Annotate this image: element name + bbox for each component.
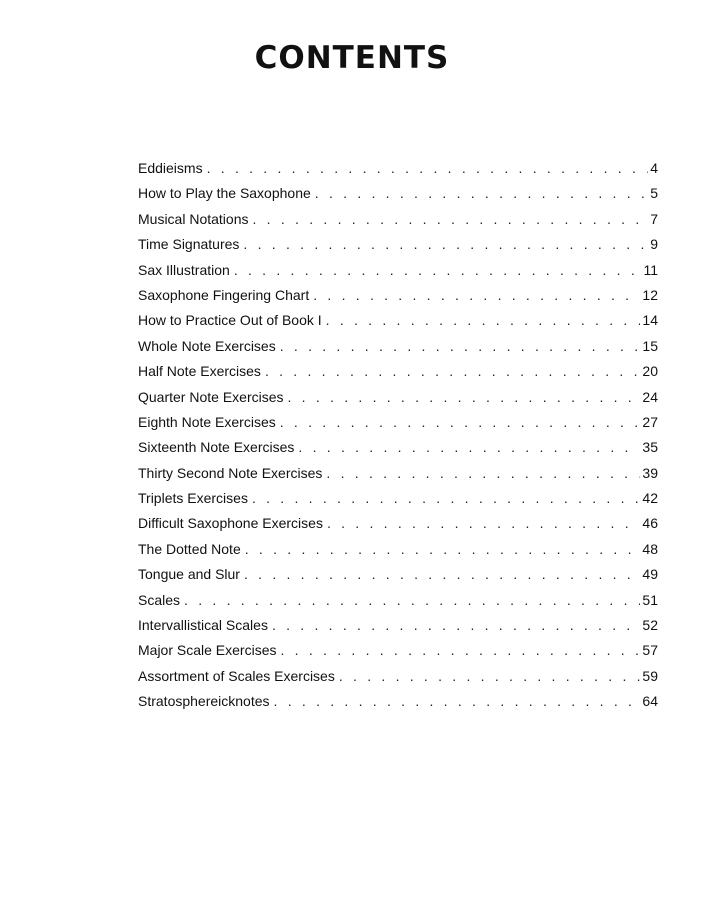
table-of-contents [138,156,658,715]
toc-entry [138,664,658,689]
toc-entry-page: 64 [642,693,658,710]
toc-entry [138,461,658,486]
toc-entry [138,511,658,536]
toc-entry [138,537,658,562]
toc-entry-page: 5 [650,185,658,202]
toc-entry-page: 11 [643,261,658,278]
toc-entry [138,283,658,308]
toc-dot-leader [207,156,649,181]
toc-dot-leader [315,181,648,206]
toc-entry [138,359,658,384]
toc-dot-leader [313,283,640,308]
toc-entry [138,308,658,333]
toc-dot-leader [265,359,640,384]
toc-entry-label: Tongue and Slur [138,566,240,583]
toc-entry-page: 42 [642,490,658,507]
toc-entry-label: Intervallistical Scales [138,617,268,634]
toc-entry-page: 27 [642,413,658,430]
toc-entry [138,562,658,587]
toc-entry-label: Scales [138,591,181,608]
toc-entry-page: 9 [650,236,658,253]
toc-entry [138,232,658,257]
toc-entry-label: Sax Illustration [138,261,230,278]
toc-entry [138,258,658,283]
toc-dot-leader [280,410,641,435]
toc-dot-leader [281,638,641,663]
toc-dot-leader [244,562,640,587]
toc-entry [138,638,658,663]
toc-entry-page: 14 [642,312,658,329]
toc-entry-page: 51 [642,591,658,608]
toc-dot-leader [245,537,641,562]
toc-entry-label: Thirty Second Note Exercises [138,464,323,481]
toc-entry-page: 15 [642,337,658,354]
toc-entry-label: Stratosphereicknotes [138,693,270,710]
toc-dot-leader [280,334,641,359]
toc-entry-page: 4 [650,160,658,176]
toc-dot-leader [184,588,640,613]
toc-entry [138,689,658,714]
toc-entry-page: 12 [642,286,658,303]
page-title: CONTENTS [254,40,450,76]
toc-entry-label: Eighth Note Exercises [138,413,276,430]
toc-entry [138,613,658,638]
toc-entry-label: Whole Note Exercises [138,337,276,354]
toc-entry-label: Time Signatures [138,236,240,253]
toc-entry-page: 49 [642,566,658,583]
toc-entry-page: 57 [642,642,658,659]
toc-entry-page: 46 [642,515,658,532]
toc-entry-page: 59 [642,667,658,684]
toc-entry-label: Triplets Exercises [138,490,248,507]
toc-entry [138,588,658,613]
toc-entry-label: Eddieisms [138,160,203,176]
toc-dot-leader [252,486,640,511]
toc-entry-page: 52 [642,617,658,634]
toc-entry [138,207,658,232]
toc-dot-leader [274,689,641,714]
toc-entry [138,410,658,435]
toc-entry-label: Quarter Note Exercises [138,388,284,405]
toc-entry [138,435,658,460]
toc-dot-leader [234,258,642,283]
toc-entry-page: 39 [642,464,658,481]
toc-entry-label: Difficult Saxophone Exercises [138,515,323,532]
toc-entry-label: Musical Notations [138,210,249,227]
toc-entry-page: 48 [642,540,658,557]
toc-entry-page: 35 [642,439,658,456]
toc-dot-leader [243,232,648,257]
toc-entry-label: Saxophone Fingering Chart [138,286,310,303]
toc-entry-label: Assortment of Scales Exercises [138,667,335,684]
toc-entry-label: Half Note Exercises [138,363,261,380]
toc-dot-leader [339,664,641,689]
toc-entry-label: Sixteenth Note Exercises [138,439,295,456]
toc-entry [138,156,658,181]
toc-entry [138,181,658,206]
toc-dot-leader [298,435,640,460]
toc-dot-leader [272,613,640,638]
toc-dot-leader [288,385,641,410]
toc-entry-page: 24 [642,388,658,405]
toc-dot-leader [326,461,640,486]
toc-entry-page: 7 [650,210,658,227]
toc-entry-label: How to Play the Saxophone [138,185,311,202]
toc-entry [138,486,658,511]
toc-entry [138,385,658,410]
toc-entry-label: How to Practice Out of Book I [138,312,322,329]
toc-entry-label: Major Scale Exercises [138,642,277,659]
toc-entry [138,334,658,359]
toc-entry-page: 20 [642,363,658,380]
toc-dot-leader [253,207,649,232]
toc-dot-leader [327,511,640,536]
toc-entry-label: The Dotted Note [138,540,241,557]
toc-dot-leader [326,308,641,333]
